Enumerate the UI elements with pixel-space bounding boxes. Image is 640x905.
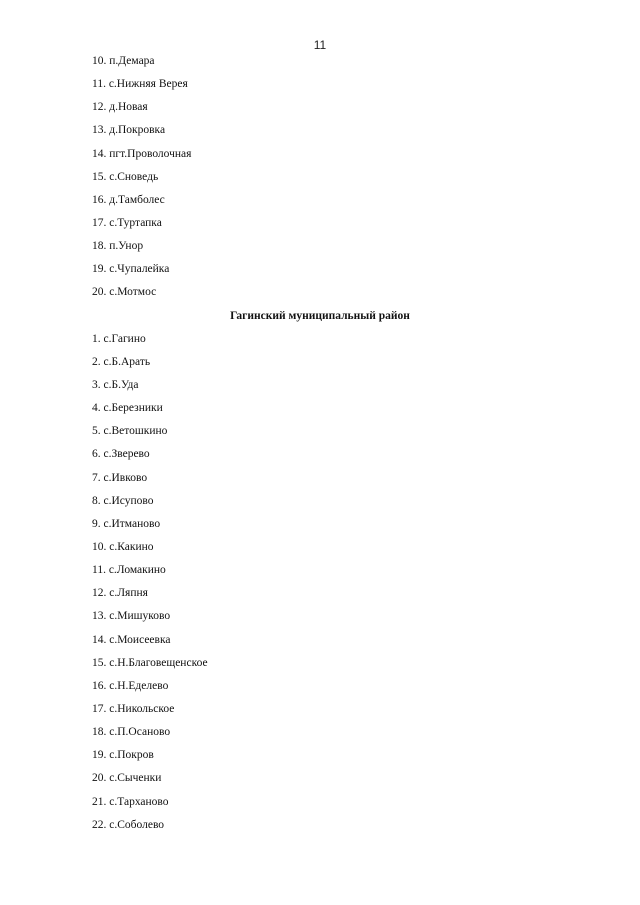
list-item: 19. с.Покров (92, 749, 154, 762)
list-item: 16. д.Тамболес (92, 193, 165, 206)
list-item: 13. с.Мишуково (92, 610, 171, 623)
list-item: 6. с.Зверево (92, 448, 150, 461)
list-item: 9. с.Итманово (92, 517, 161, 530)
list-item: 4. с.Березники (92, 402, 163, 415)
list-item: 3. с.Б.Уда (92, 378, 139, 391)
list-item: 5. с.Ветошкино (92, 425, 168, 438)
list-item: 12. с.Ляпня (92, 587, 148, 600)
list-item: 13. д.Покровка (92, 124, 166, 137)
section-heading: Гагинский муниципальный район (230, 309, 410, 322)
list-item: 18. п.Унор (92, 240, 144, 253)
list-item: 17. с.Туртапка (92, 216, 162, 229)
settlement-list (92, 50, 580, 837)
page-number: 11 (313, 38, 327, 52)
list-item: 15. с.Сноведь (92, 170, 159, 183)
list-item: 11. с.Нижняя Верея (92, 78, 188, 91)
list-item: 20. с.Мотмос (92, 286, 157, 299)
list-item: 14. с.Моисеевка (92, 633, 171, 646)
list-item: 1. с.Гагино (92, 332, 146, 345)
list-item: 8. с.Исупово (92, 494, 154, 507)
list-item: 17. с.Никольское (92, 702, 175, 715)
list-item: 14. пгт.Проволочная (92, 147, 192, 160)
list-item: 11. с.Ломакино (92, 564, 166, 577)
list-item: 2. с.Б.Арать (92, 355, 151, 368)
list-item: 19. с.Чупалейка (92, 263, 170, 276)
list-item: 21. с.Тарханово (92, 795, 169, 808)
list-item: 10. п.Демара (92, 55, 155, 67)
list-item: 20. с.Сыченки (92, 772, 162, 785)
list-item: 10. с.Какино (92, 540, 154, 553)
list-item: 16. с.Н.Еделево (92, 679, 169, 692)
list-item: 22. с.Соболево (92, 818, 165, 831)
list-item: 7. с.Ивково (92, 471, 148, 484)
list-item: 15. с.Н.Благовещенское (92, 656, 208, 669)
list-item: 18. с.П.Осаново (92, 726, 171, 739)
list-item: 12. д.Новая (92, 101, 148, 114)
